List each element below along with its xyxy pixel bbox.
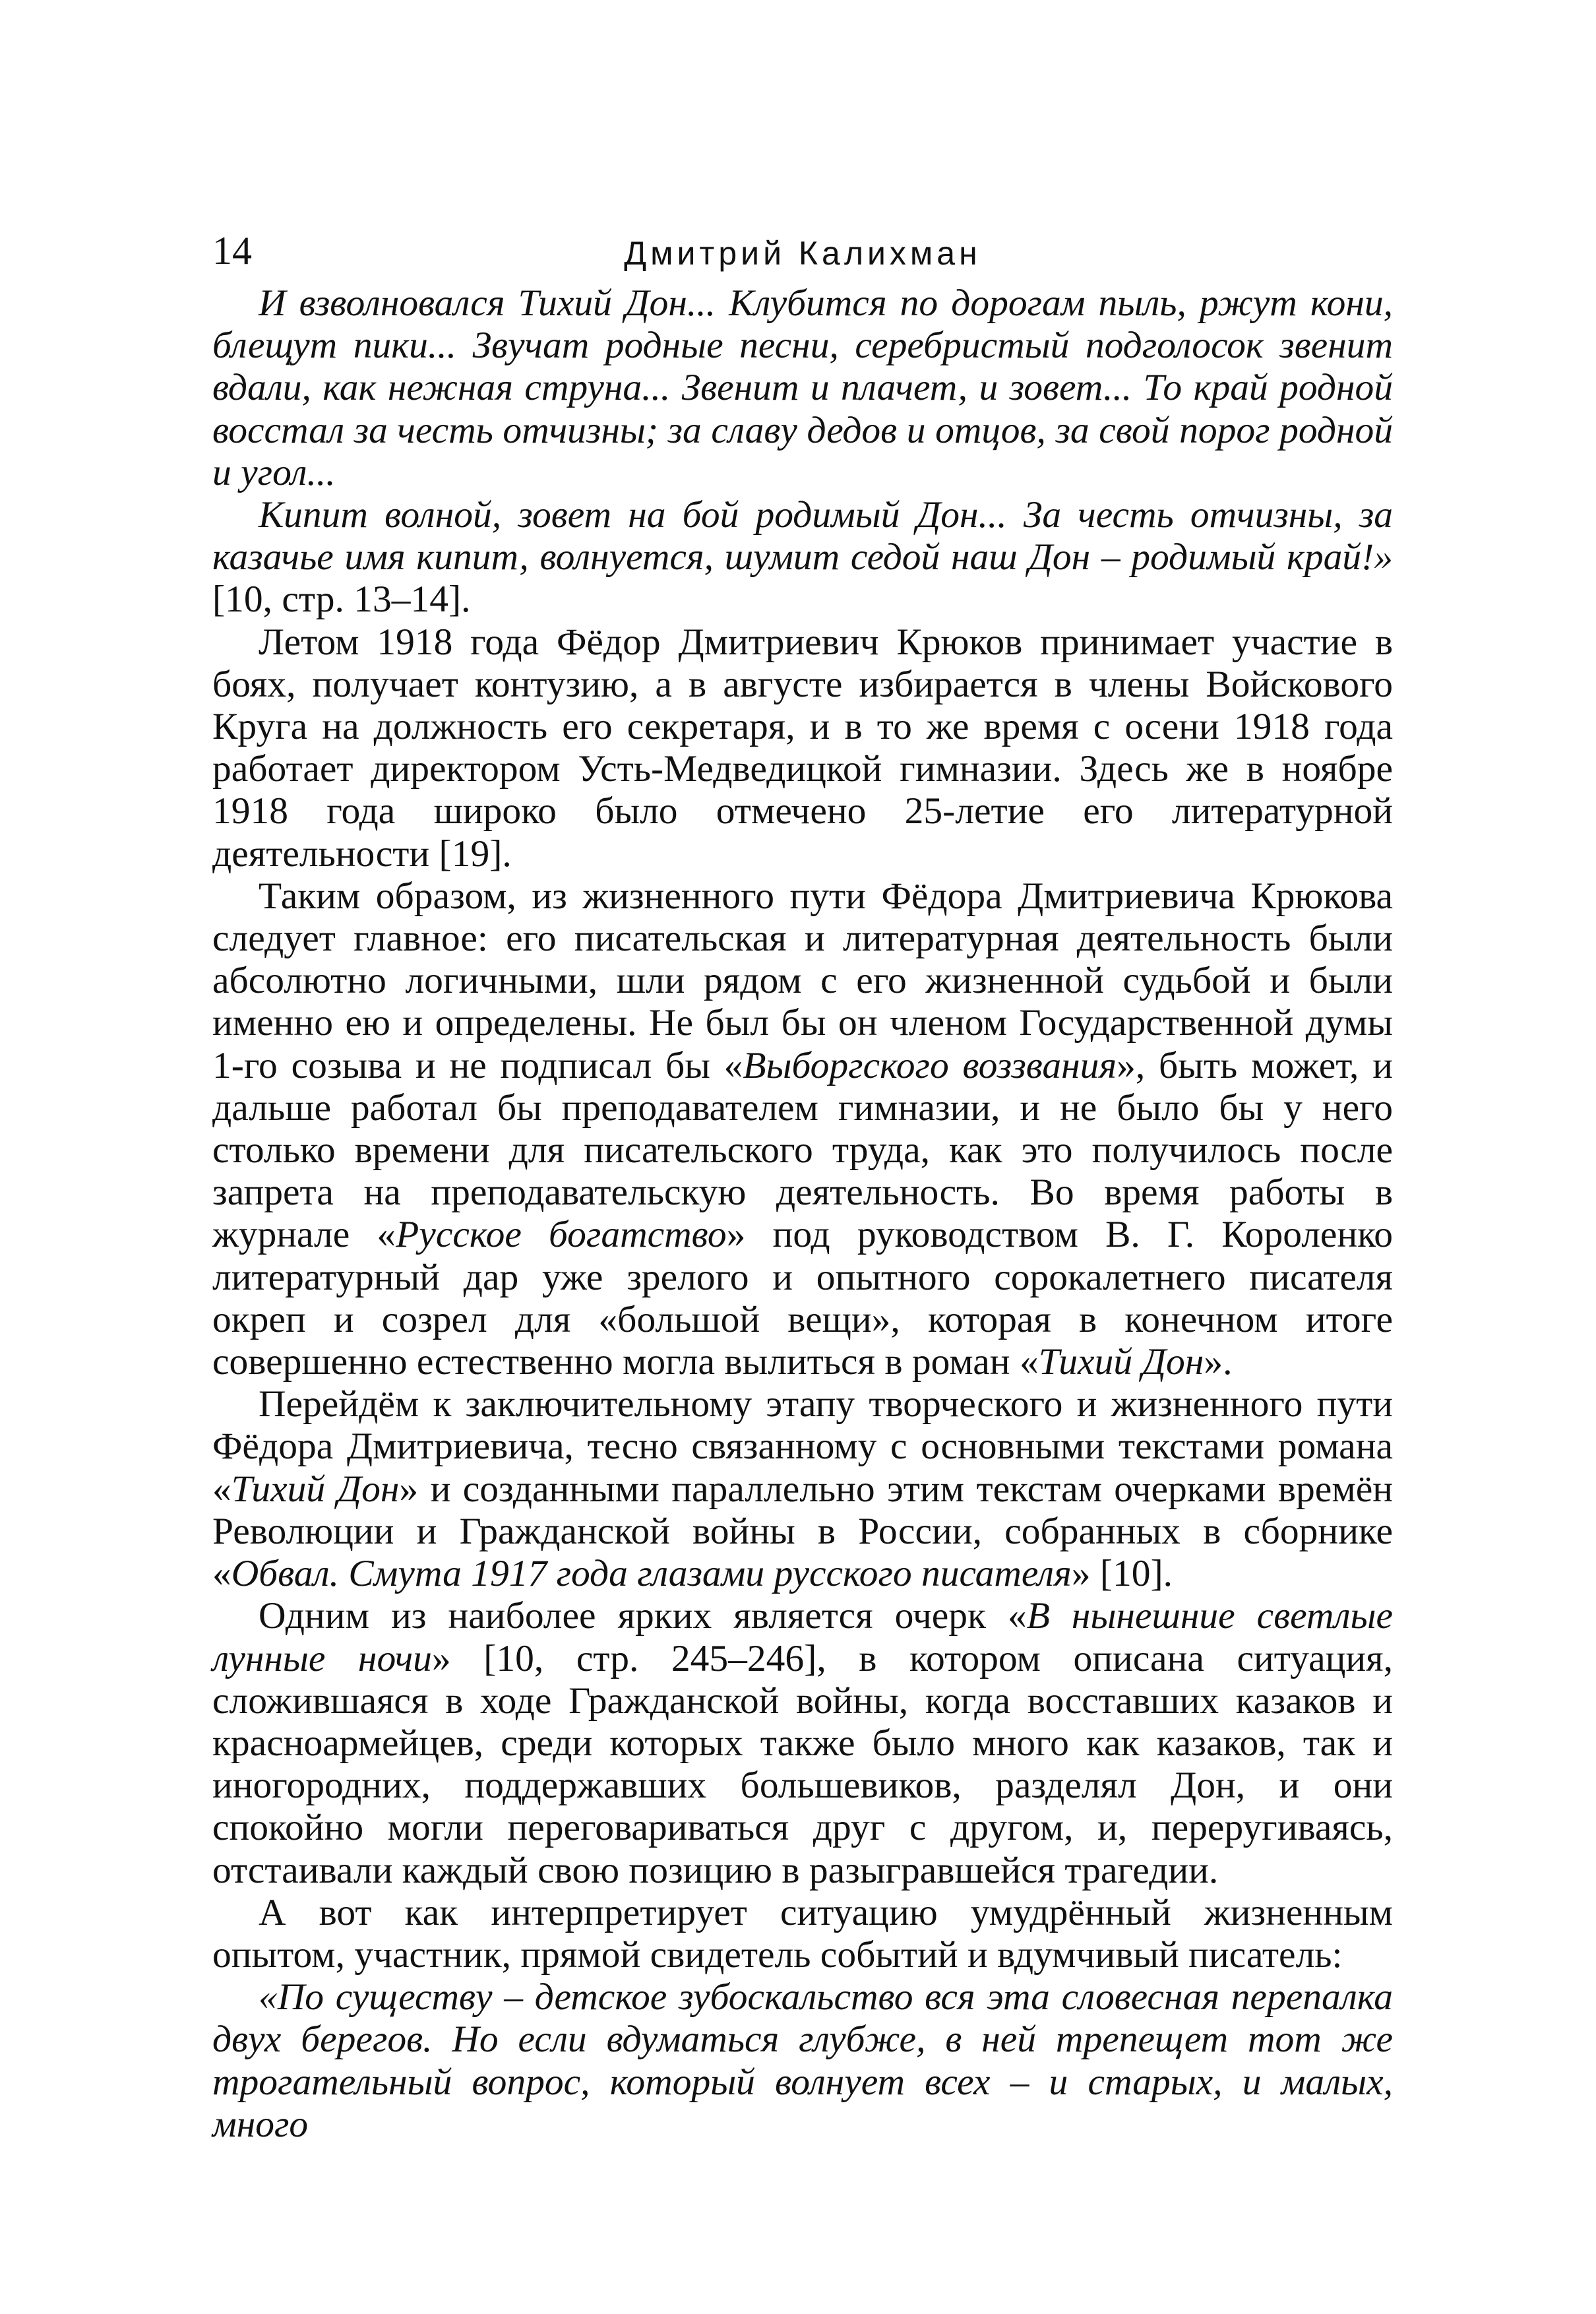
paragraph-text: Перейдём к заключительному этапу творческого и жизненного пути Фёдора Дмитриевича, тесно связанному с основными текстами романа « bbox=[212, 1383, 1393, 1510]
citation: [10, стр. 13–14]. bbox=[212, 578, 471, 621]
paragraph-text: » и созданными параллельно этим текстам очерками времён Революции и Гражданской войны в России, собранных в сборнике « bbox=[212, 1468, 1394, 1595]
quote-text: Кипит волной, зовет на бой родимый Дон... За честь отчизны, за казачье имя кипит, волнуется, шумит седой наш Дон – родимый край!» bbox=[212, 494, 1393, 578]
paragraph-text: Одним из наиболее ярких является очерк « bbox=[259, 1595, 1027, 1637]
paragraph-text: Летом 1918 года Фёдор Дмитриевич Крюков принимает участие в боях, получает контузию, а в августе избирается в члены Войскового Круга на должность его секретаря, и в то же время с осени 1918 года работает директором Усть-Медведицкой гимназии. Здесь же в ноябре 1918 года широко было отмечено 25-летие его литературной деятельности [19]. bbox=[212, 621, 1393, 875]
page-number: 14 bbox=[212, 229, 252, 272]
work-title: Выборгского воззвания bbox=[743, 1044, 1117, 1086]
work-title: Тихий Дон bbox=[1038, 1341, 1204, 1383]
paragraph-4 bbox=[212, 875, 1393, 1383]
quote-text: И взволновался Тихий Дон... Клубится по дорогам пыль, ржут кони, блещут пики... Звучат родные песни, серебристый подголосок звенит вдали, как нежная струна... Звенит и плачет, и зовет... То край родной восстал за честь отчизны; за славу дедов и отцов, за свой порог родной и угол... bbox=[212, 282, 1393, 493]
paragraph-quote-8 bbox=[212, 1976, 1393, 2146]
work-title: Обвал. Смута 1917 года глазами русского писателя bbox=[231, 1553, 1072, 1595]
paragraph-7 bbox=[212, 1892, 1393, 1976]
work-title: Русское богатство bbox=[396, 1214, 727, 1256]
running-title: Дмитрий Калихман bbox=[624, 235, 981, 272]
work-title: Тихий Дон bbox=[231, 1468, 400, 1510]
body-text bbox=[212, 282, 1393, 2146]
quote-text: «По существу – детское зубоскальство вся эта словесная перепалка двух берегов. Но если вдуматься глубже, в ней трепещет тот же трогательный вопрос, который волнует всех – и старых, и малых, много bbox=[212, 1976, 1393, 2145]
paragraph-text: ». bbox=[1204, 1341, 1233, 1383]
paragraph-quote-2 bbox=[212, 494, 1393, 621]
paragraph-text: А вот как интерпретирует ситуацию умудрённый жизненным опытом, участник, прямой свидетель событий и вдумчивый писатель: bbox=[212, 1891, 1393, 1976]
paragraph-text: » [10]. bbox=[1071, 1553, 1173, 1595]
work-title: В нынешние светлые лунные ночи bbox=[212, 1595, 1393, 1679]
paragraph-5 bbox=[212, 1383, 1393, 1595]
paragraph-text: » под руководством В. Г. Короленко литературный дар уже зрелого и опытного сорокалетнего писателя окреп и созрел для «большой вещи», которая в конечном итоге совершенно естественно могла вылиться в роман « bbox=[212, 1214, 1393, 1383]
paragraph-3 bbox=[212, 621, 1393, 875]
paragraph-quote-1 bbox=[212, 282, 1393, 494]
running-header bbox=[212, 224, 1393, 284]
paragraph-text: », быть может, и дальше работал бы преподавателем гимназии, и не было бы у него столько времени для писательского труда, как это получилось после запрета на преподавательскую деятельность. Во время работы в журнале « bbox=[212, 1044, 1393, 1256]
paragraph-text: Таким образом, из жизненного пути Фёдора Дмитриевича Крюкова следует главное: его писательская и литературная деятельность были абсолютно логичными, шли рядом с его жизненной судьбой и были именно ею и определены. Не был бы он членом Государственной думы 1-го созыва и не подписал бы « bbox=[212, 875, 1393, 1086]
paragraph-text: » [10, стр. 245–246], в котором описана ситуация, сложившаяся в ходе Гражданской войны, когда восставших казаков и красноармейцев, среди которых также было много как казаков, так и иногородних, поддержавших большевиков, разделял Дон, и они спокойно могли переговариваться друг с другом, и, переругиваясь, отстаивали каждый свою позицию в разыгравшейся трагедии. bbox=[212, 1637, 1393, 1891]
paragraph-6 bbox=[212, 1595, 1393, 1891]
